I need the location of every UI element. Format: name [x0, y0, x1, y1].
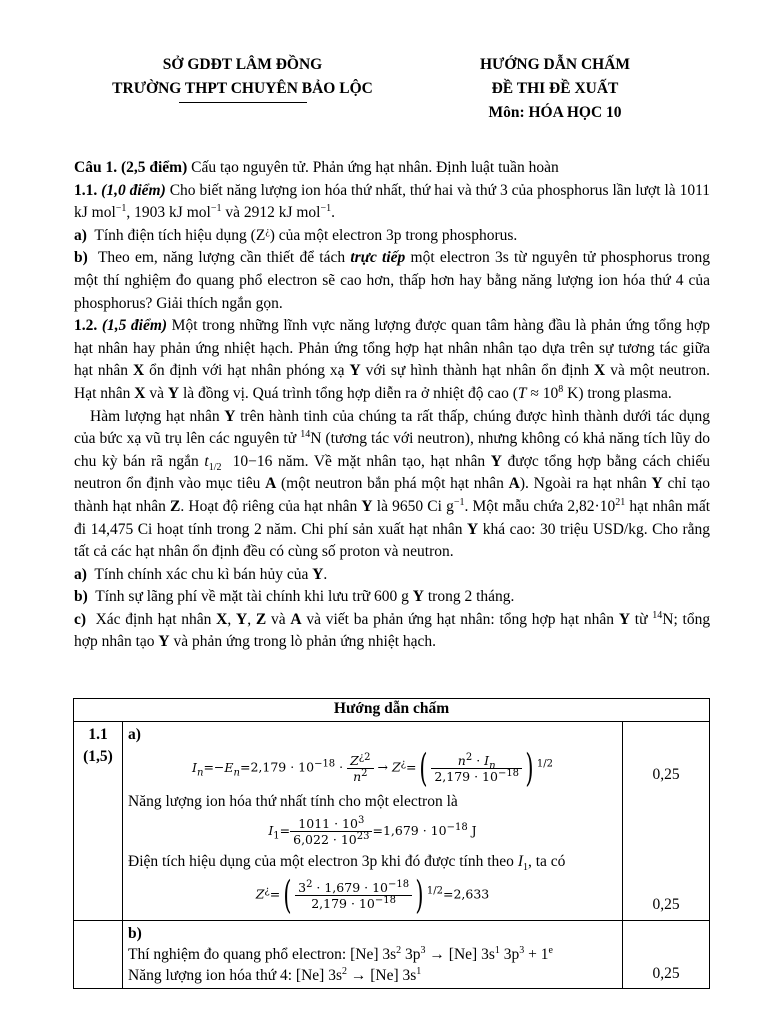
answer-text: Thí nghiệm đo quang phổ electron: [Ne] 3s — [128, 946, 397, 963]
question-title: Cấu tạo nguyên tử. Phản ứng hạt nhân. Định luật tuần hoàn — [191, 159, 559, 176]
row-label-cell — [74, 921, 123, 989]
row-points: (1,5) — [83, 748, 113, 765]
score-cell — [623, 921, 710, 989]
item-label: c) — [74, 610, 87, 628]
part-points: (1,0 điểm) — [101, 181, 166, 199]
part-points: (1,5 điểm) — [101, 317, 168, 335]
part-1-2-a: a) Tính chính xác chu kì bán hủy của Y. — [74, 565, 328, 583]
part-text: với sự hình thành hạt nhân ổn định — [365, 362, 590, 380]
item-text: trong 2 tháng. — [427, 588, 515, 606]
item-label: b) — [74, 588, 88, 606]
score: 0,25 — [652, 965, 680, 982]
item-text: Theo em, năng lượng cần thiết để tách — [97, 249, 346, 267]
item-text: ) của một electron 3p trong phosphorus. — [269, 226, 518, 244]
part-text: được tổng hợp bằng cách chiếu neutron ổn định vào mục tiêu — [74, 452, 711, 493]
guide-title: HƯỚNG DẪN CHẤM — [479, 56, 631, 73]
row-label-cell — [74, 722, 123, 921]
part-text: Một trong những lĩnh vực năng lượng được quan tâm hàng đầu là phản ứng tổng hợp hạt nhân hay phản ứng nhiệt hạch. Phản ứng tổng hợp hạt nhân nhân tạo dựa trên sự tương tác giữa hạt nhân — [74, 317, 711, 380]
part-text: hạt nhân mất đi 14,475 Ci hoạt tính trong 2 năm. Chi phí sản xuất hạt nhân — [74, 497, 711, 538]
part-1-1: 1.1. (1,0 điểm) Cho biết năng lượng ion hóa thứ nhất, thứ hai và thứ 3 của phosphorus lần lượt là 1011 kJ mol$^{-1}$, 1903 kJ mol$^{-1}$ và 2912 kJ mol$^{-1}$. — [74, 181, 710, 222]
part-text: và — [149, 384, 164, 402]
part-text: . Hoạt độ riêng của hạt nhân — [180, 497, 358, 515]
grading-table-header: Hướng dẫn chấm — [74, 699, 710, 722]
answer-cell — [123, 921, 623, 989]
item-text: Tính sự lãng phí về mặt tài chính khi lưu trữ 600 g — [95, 588, 409, 606]
item-label: b) — [74, 249, 88, 267]
answer-cell — [123, 722, 623, 921]
part-text: Hàm lượng hạt nhân — [90, 407, 220, 425]
formula-effective-charge: $I_n=-E_n=2,179 \cdot 10^{-18}$ · $\frac{Z^{¿2}}{n^2}$ → Z¿=( $\frac{n^2 \cdot I_n}{2,179 \cdot 10^{-18}}$ ) $^{1/2}$ — [192, 746, 553, 790]
answer-text: Năng lượng ion hóa thứ 4: [Ne] 3s — [128, 967, 342, 984]
answer-text-b1: Thí nghiệm đo quang phổ electron: [Ne] $3s^2$ $3p^3 \to [Ne]$ $3s^1$ $3p^3 + 1^e$ — [128, 944, 553, 963]
part-1-2-paragraph-2: Hàm lượng hạt nhân Y trên hành tinh của chúng ta rất thấp, chúng được hình thành dưới tác dụng của bức xạ vũ trụ lên các nguyên tử $^{14}$N (tương tác với neutron), nhưng không có khả năng tích lũy do chu kỳ bán rã ngắn $t_{1/2}$ 10−16 năm. Về mặt nhân tạo, hạt nhân Y được tổng hợp bằng cách chiếu neutron ổn định vào mục tiêu A (một neutron bắn phá một hạt nhân A). Ngoài ra hạt nhân Y chỉ tạo thành hạt nhân Z. Hoạt độ riêng của hạt nhân Y là 9650 Ci $g^{-1}$. Một mẫu chứa $2,82\cdot 10^{21}$ hạt nhân mất đi 14,475 Ci hoạt tính trong 2 năm. Chi phí sản xuất hạt nhân Y khá cao: 30 triệu USD/kg. Cho rằng tất cả các hạt nhân ổn định đều có cùng số proton và neutron. — [74, 407, 711, 561]
score-cell — [623, 722, 710, 921]
part-1-1-a: a) Tính điện tích hiệu dụng (Z¿) của một electron 3p trong phosphorus. — [74, 225, 518, 244]
score: 0,25 — [652, 766, 680, 783]
subject-name: Môn: HÓA HỌC 10 — [488, 104, 622, 121]
school-header — [70, 53, 415, 103]
part-text: và 2912 kJ mol — [221, 204, 321, 222]
item-label: a) — [74, 226, 87, 244]
part-text: . — [331, 204, 336, 222]
item-text: và phản ứng trong lò phản ứng nhiệt hạch. — [173, 633, 437, 651]
emphasis-text: trực tiếp — [350, 249, 406, 267]
part-text: , 1903 kJ mol — [126, 204, 211, 222]
part-text: năm. Về mặt nhân tạo, hạt nhân — [278, 452, 486, 470]
part-1-2-b: b) Tính sự lãng phí về mặt tài chính khi lưu trữ 600 g Y trong 2 tháng. — [74, 588, 515, 606]
exam-type: ĐỀ THI ĐỀ XUẤT — [491, 80, 619, 97]
answer-text: Điện tích hiệu dụng của một electron 3p khi đó được tính theo — [128, 853, 514, 870]
answer-text-b2: Năng lượng ion hóa thứ 4: [Ne] $3s^2 \to [Ne]$ $3s^1$ — [128, 965, 422, 984]
part-text: ). Ngoài ra hạt nhân — [519, 475, 647, 493]
answer-text-2: Điện tích hiệu dụng của một electron 3p khi đó được tính theo $I_1$, ta có — [128, 853, 566, 874]
department-name: SỞ GDĐT LÂM ĐỒNG — [162, 56, 323, 73]
part-text: ổn định với hạt nhân phóng xạ — [149, 362, 345, 380]
answer-text: , ta có — [527, 853, 566, 870]
question-points: (2,5 điểm) — [120, 159, 188, 176]
part-text: Cho biết năng lượng ion hóa thứ nhất, thứ hai và thứ 3 của phosphorus lần lượt là 1011 kJ mol — [74, 181, 710, 222]
score: 0,25 — [652, 896, 680, 913]
formula-ionization-energy: $I_1=$ $\frac{1011 \cdot 10^3}{6,022 \cdot 10^{23}}$ $=1,679 \cdot 10^{-18}$ J — [268, 814, 477, 847]
item-text: từ — [634, 610, 648, 628]
item-text: một electron 3s từ nguyên tử phosphorus trong một thí nghiệm đo quang phổ electron sẽ cao hơn, thấp hơn hay bằng năng lượng ion hóa thứ 4 của phosphorus? Giải thích ngắn gọn. — [74, 249, 711, 312]
answer-text: Năng lượng ion hóa thứ nhất tính cho một electron là — [128, 793, 458, 810]
table-row — [74, 921, 710, 989]
part-text: N (tương tác với neutron), nhưng không có khả năng tích lũy do chu kỳ bán rã ngắn — [74, 430, 710, 470]
part-text: (một neutron bắn phá một hạt nhân — [281, 475, 504, 493]
part-text: khá cao: 30 triệu USD/kg. Cho rằng tất cả các hạt nhân ổn định đều có cùng số proton và neutron. — [74, 520, 711, 561]
part-label: 1.2. — [74, 317, 98, 335]
part-text: là đồng vị. Quá trình tổng hợp diễn ra ở nhiệt độ cao ( — [182, 384, 518, 402]
answer-part-label: b) — [128, 925, 142, 942]
item-text: Tính điện tích hiệu dụng (Z — [94, 226, 266, 244]
question-label: Câu 1. — [74, 159, 118, 176]
grading-table — [73, 698, 710, 989]
header-underline — [179, 102, 307, 103]
part-1-1-b — [74, 247, 710, 315]
part-label: 1.1. — [74, 181, 98, 199]
part-text: . Một mẫu chứa 2,82·10 — [464, 497, 616, 515]
part-text: chỉ tạo thành hạt nhân — [74, 475, 711, 515]
answer-part-label: a) — [128, 726, 141, 743]
part-text: 10−16 — [232, 452, 273, 470]
part-1-2-c: c) Xác định hạt nhân X, Y, Z và A và viết ba phản ứng hạt nhân: tổng hợp hạt nhân Y từ $^{14}$N; tổng hợp nhân tạo Y và phản ứng trong lò phản ứng nhiệt hạch. — [74, 609, 711, 651]
part-text: trên hành tinh của chúng ta rất thấp, chúng được hình thành dưới tác dụng của bức xạ vũ trụ lên các nguyên tử — [74, 407, 711, 448]
question-body — [74, 157, 710, 654]
part-1-2: 1.2. (1,5 điểm) Một trong những lĩnh vực năng lượng được quan tâm hàng đầu là phản ứng tổng hợp hạt nhân hay phản ứng nhiệt hạch. Phản ứng tổng hợp hạt nhân nhân tạo dựa trên sự tương tác giữa hạt nhân X ổn định với hạt nhân phóng xạ Y với sự hình thành hạt nhân ổn định X và một neutron. Hạt nhân X và Y là đồng vị. Quá trình tổng hợp diễn ra ở nhiệt độ cao ($T \approx 10^8$ K) trong plasma. — [74, 317, 711, 402]
part-text: và một neutron. Hạt nhân — [74, 362, 711, 402]
exam-header — [430, 53, 680, 125]
school-name: TRƯỜNG THPT CHUYÊN BẢO LỘC — [112, 80, 373, 97]
item-text: Tính chính xác chu kì bán hủy của — [94, 565, 309, 583]
question-1-title — [74, 157, 710, 180]
table-row — [74, 722, 710, 921]
item-text: N; tổng hợp nhân tạo — [74, 610, 711, 651]
item-text: và viết ba phản ứng hạt nhân: tổng hợp hạt nhân — [306, 610, 615, 628]
item-text: Xác định hạt nhân — [95, 610, 212, 628]
part-text: là 9650 Ci g — [376, 497, 454, 515]
item-label: a) — [74, 565, 87, 583]
part-text: K) trong plasma. — [563, 384, 672, 402]
row-label: 1.1 — [88, 726, 108, 743]
formula-z-result: Z¿=( $\frac{3^2 \cdot 1,679 \cdot 10^{-18}}{2,179 \cdot 10^{-18}}$ ) $^{1/2}$=2,633 — [255, 873, 490, 917]
